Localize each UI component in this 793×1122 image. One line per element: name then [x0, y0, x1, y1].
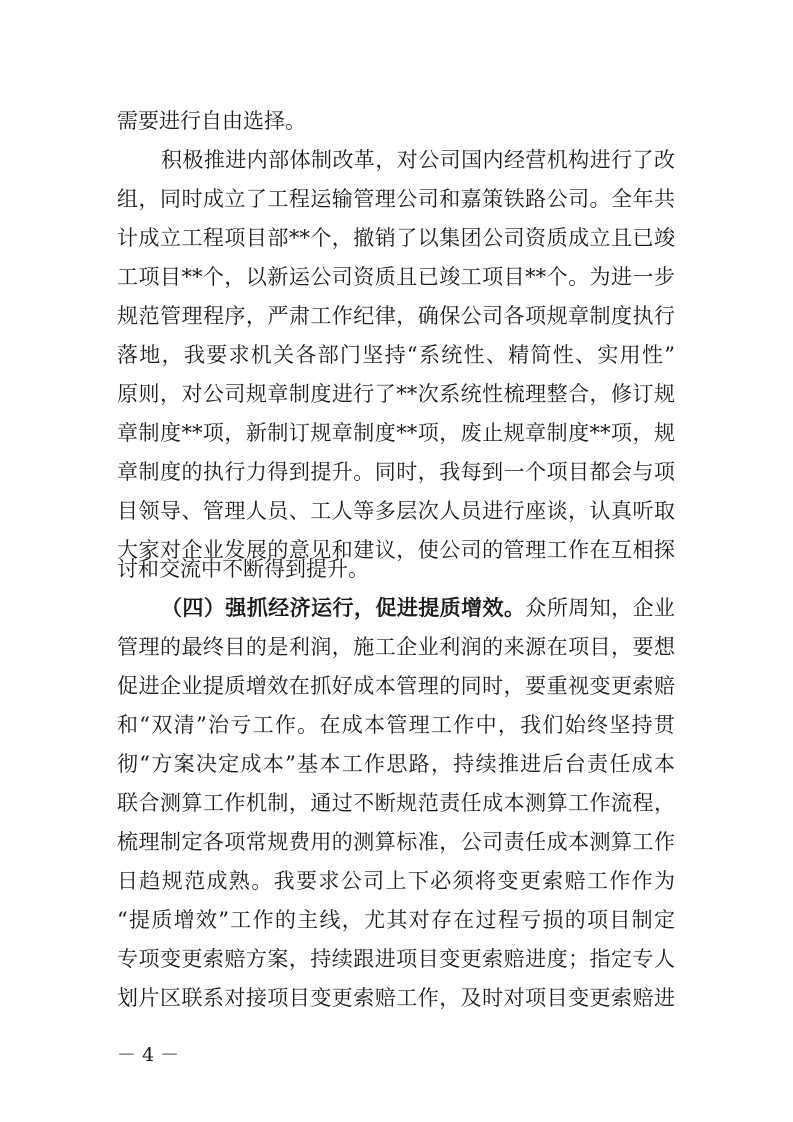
- section-heading-tail: 众所周知，企业: [525, 596, 675, 620]
- text-line: 原则，对公司规章制度进行了**次系统性梳理整合，修订规: [117, 382, 675, 406]
- text-line: 日趋规范成熟。我要求公司上下必须将变更索赔工作作为: [117, 869, 675, 893]
- text-line: 落地，我要求机关各部门坚持“系统性、精简性、实用性”: [117, 343, 675, 367]
- text-line: 章制度的执行力得到提升。同时，我每到一个项目都会与项: [117, 460, 675, 484]
- text-line: 计成立工程项目部**个，撤销了以集团公司资质成立且已竣: [117, 226, 675, 250]
- text-line: 彻“方案决定成本”基本工作思路，持续推进后台责任成本: [117, 752, 675, 776]
- text-line: 规范管理程序，严肃工作纪律，确保公司各项规章制度执行: [117, 304, 675, 328]
- section-heading-line: [161, 591, 675, 625]
- text-line: “提质增效”工作的主线，尤其对存在过程亏损的项目制定: [117, 908, 675, 932]
- text-line: 促进企业提质增效在抓好成本管理的同时，要重视变更索赔: [117, 674, 675, 698]
- text-line: 梳理制定各项常规费用的测算标准，公司责任成本测算工作: [117, 830, 675, 854]
- section-heading: （四）强抓经济运行，促进提质增效。: [161, 595, 526, 620]
- text-line: 讨和交流中不断得到提升。: [117, 557, 369, 581]
- text-line: 组，同时成立了工程运输管理公司和嘉策铁路公司。全年共: [117, 187, 675, 211]
- text-line: 积极推进内部体制改革，对公司国内经营机构进行了改: [161, 148, 675, 172]
- text-line: 工项目**个，以新运公司资质且已竣工项目**个。为进一步: [117, 265, 675, 289]
- page-number: － 4 －: [117, 1044, 180, 1066]
- text-line: 和“双清”治亏工作。在成本管理工作中，我们始终坚持贯: [117, 713, 675, 737]
- text-line: 联合测算工作机制，通过不断规范责任成本测算工作流程，: [117, 791, 675, 815]
- text-line: 需要进行自由选择。: [117, 109, 306, 133]
- text-line: 大家对企业发展的意见和建议，使公司的管理工作在互相探: [117, 538, 675, 562]
- text-line: 目领导、管理人员、工人等多层次人员进行座谈，认真听取: [117, 499, 675, 523]
- text-line: 划片区联系对接项目变更索赔工作，及时对项目变更索赔进: [117, 986, 675, 1010]
- text-line: 专项变更索赔方案，持续跟进项目变更索赔进度；指定专人: [117, 947, 675, 971]
- text-line: 管理的最终目的是利润，施工企业利润的来源在项目，要想: [117, 635, 675, 659]
- text-line: 章制度**项，新制订规章制度**项，废止规章制度**项，规: [117, 421, 675, 445]
